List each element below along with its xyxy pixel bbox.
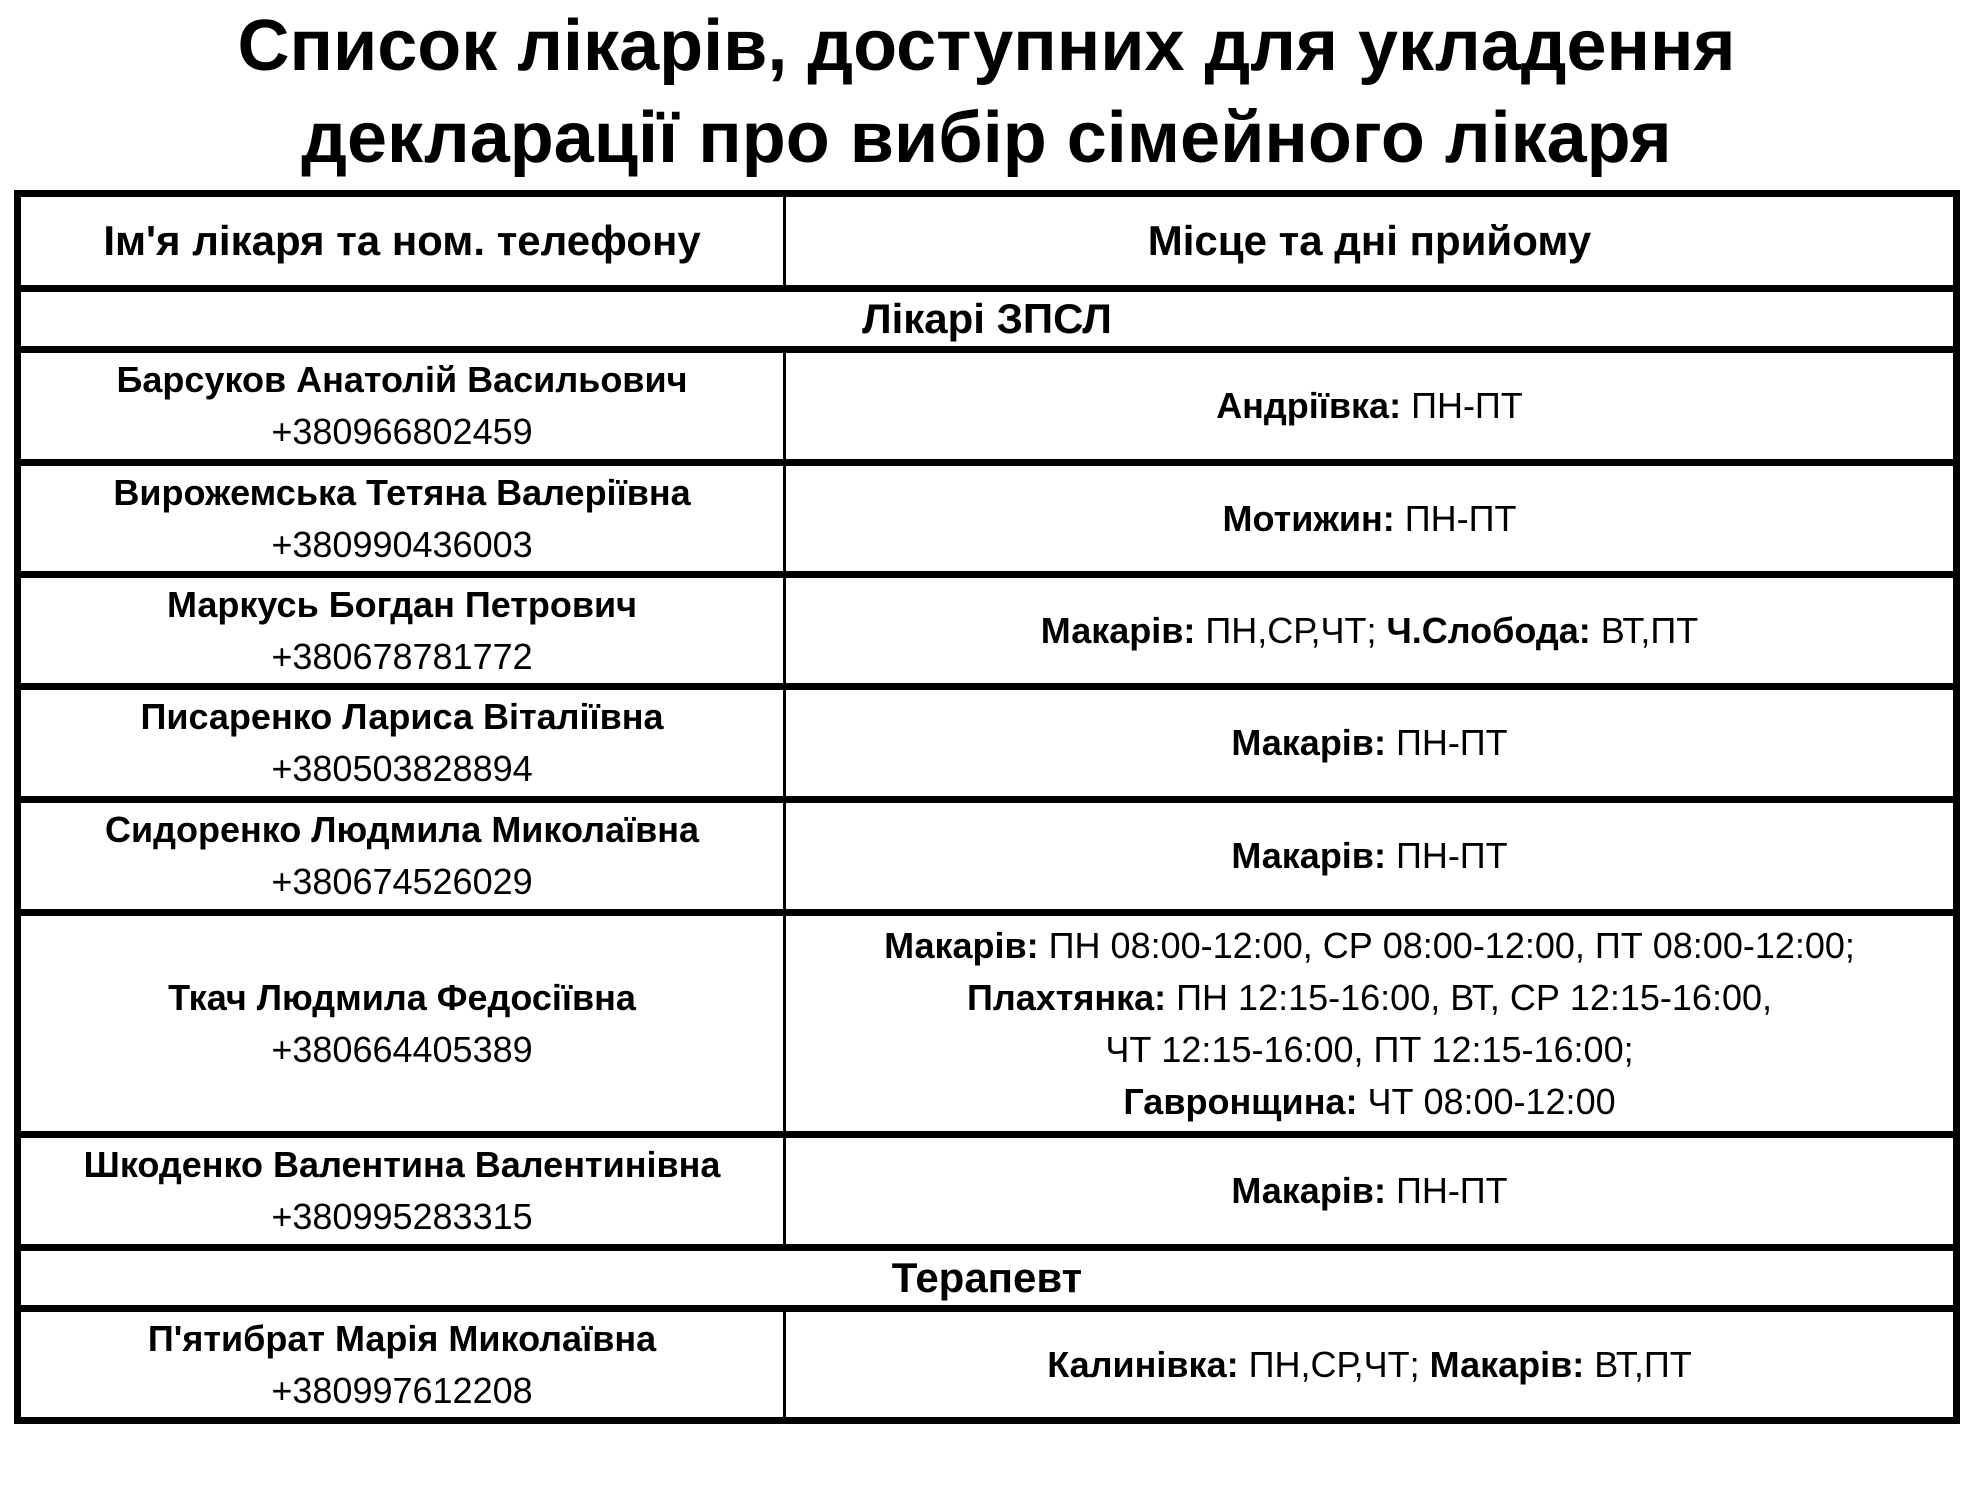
doctor-name: Вирожемська Тетяна Валеріївна: [113, 471, 691, 513]
doctors-table: [14, 190, 1960, 1424]
schedule-line: [786, 1076, 1953, 1128]
doctor-row: [18, 575, 1957, 687]
doctor-name: Барсуков Анатолій Васильович: [116, 359, 688, 400]
doctor-name: Шкоденко Валентина Валентинівна: [83, 1144, 721, 1185]
doctor-name: П'ятибрат Марія Миколаївна: [147, 1317, 657, 1359]
section-header-row: [18, 289, 1957, 350]
schedule-place: Макарів:: [1231, 835, 1386, 876]
doctor-phone: +380678781772: [271, 635, 533, 677]
doctor-name: Писаренко Лариса Віталіївна: [140, 696, 664, 737]
doctor-phone: +380664405389: [271, 1028, 533, 1070]
schedule-days: ВТ,ПТ: [1590, 609, 1699, 651]
schedule-cell: [785, 1135, 1957, 1248]
schedule-days: ЧТ 08:00-12:00: [1357, 1080, 1616, 1122]
schedule-days: ПН-ПТ: [1385, 835, 1508, 876]
doctor-row: [18, 350, 1957, 463]
schedule-place: Гавронщина:: [1123, 1080, 1358, 1122]
schedule-cell: [785, 1309, 1957, 1421]
schedule-days: ПН,СР,ЧТ;: [1195, 609, 1387, 651]
table-header-row: [18, 194, 1957, 289]
schedule-days: ПН-ПТ: [1394, 497, 1517, 539]
schedule-line: [786, 830, 1953, 882]
schedule-cell: [785, 463, 1957, 575]
schedule-cell: [785, 800, 1957, 913]
doctor-cell: [18, 1135, 785, 1248]
schedule-line: [786, 1339, 1953, 1391]
schedule-place: Мотижин:: [1222, 497, 1395, 539]
column-header-name-phone: Ім'я лікаря та ном. телефону: [18, 194, 785, 289]
schedule-place: Плахтянка:: [966, 976, 1167, 1018]
doctor-name: Сидоренко Людмила Миколаївна: [105, 809, 699, 850]
schedule-days: ЧТ 12:15-16:00, ПТ 12:15-16:00;: [1105, 1028, 1634, 1070]
schedule-days: ПН 08:00-12:00, СР 08:00-12:00, ПТ 08:00-12:00;: [1038, 924, 1855, 966]
section-header-row: [18, 1248, 1957, 1309]
schedule-place: Калинівка:: [1047, 1343, 1239, 1385]
page-title-line-1: Список лікарів, доступних для укладення: [237, 6, 1736, 86]
schedule-cell: [785, 913, 1957, 1135]
doctor-cell: [18, 800, 785, 913]
schedule-place: Макарів:: [1040, 609, 1196, 651]
schedule-line: [786, 1024, 1953, 1076]
page-title: [0, 0, 1973, 184]
schedule-place: Макарів:: [884, 924, 1039, 966]
schedule-line: [786, 493, 1953, 545]
column-header-place-days: Місце та дні прийому: [785, 194, 1957, 289]
schedule-place: Андріївка:: [1216, 385, 1402, 426]
doctor-name: Ткач Людмила Федосіївна: [168, 976, 636, 1018]
schedule-cell: [785, 687, 1957, 800]
doctor-row: [18, 687, 1957, 800]
doctor-row: [18, 463, 1957, 575]
schedule-place: Макарів:: [1231, 1170, 1386, 1211]
doctor-row: [18, 1135, 1957, 1248]
doctor-phone: +380503828894: [271, 748, 533, 789]
schedule-days: ПН-ПТ: [1385, 722, 1508, 763]
doctor-phone: +380966802459: [271, 411, 533, 452]
page-title-line-2: декларації про вибір сімейного лікаря: [301, 98, 1672, 178]
doctor-phone: +380995283315: [271, 1196, 533, 1237]
doctor-phone: +380674526029: [271, 861, 533, 902]
schedule-days: ПН-ПТ: [1401, 385, 1523, 426]
schedule-line: [786, 380, 1953, 432]
doctor-cell: [18, 350, 785, 463]
doctor-cell: [18, 575, 785, 687]
schedule-line: [786, 972, 1953, 1024]
schedule-line: [786, 920, 1953, 972]
doctor-name: Маркусь Богдан Петрович: [166, 583, 638, 625]
schedule-days: ПН-ПТ: [1385, 1170, 1508, 1211]
doctor-cell: [18, 687, 785, 800]
doctor-phone: +380997612208: [271, 1369, 533, 1411]
schedule-line: [786, 605, 1953, 657]
schedule-days: ПН 12:15-16:00, ВТ, СР 12:15-16:00,: [1166, 976, 1773, 1018]
section-title: Терапевт: [18, 1248, 1957, 1309]
schedule-place: Макарів:: [1231, 722, 1386, 763]
schedule-cell: [785, 575, 1957, 687]
doctor-cell: [18, 913, 785, 1135]
doctor-row: [18, 913, 1957, 1135]
schedule-line: [786, 717, 1953, 769]
doctor-cell: [18, 463, 785, 575]
schedule-days: ВТ,ПТ: [1584, 1343, 1692, 1385]
schedule-days: ПН,СР,ЧТ;: [1238, 1343, 1430, 1385]
schedule-place: Макарів:: [1429, 1343, 1585, 1385]
doctor-row: [18, 1309, 1957, 1421]
doctor-cell: [18, 1309, 785, 1421]
schedule-line: [786, 1165, 1953, 1217]
section-title: Лікарі ЗПСЛ: [18, 289, 1957, 350]
doctor-row: [18, 800, 1957, 913]
schedule-place: Ч.Слобода:: [1386, 609, 1591, 651]
schedule-cell: [785, 350, 1957, 463]
doctor-phone: +380990436003: [271, 523, 533, 565]
